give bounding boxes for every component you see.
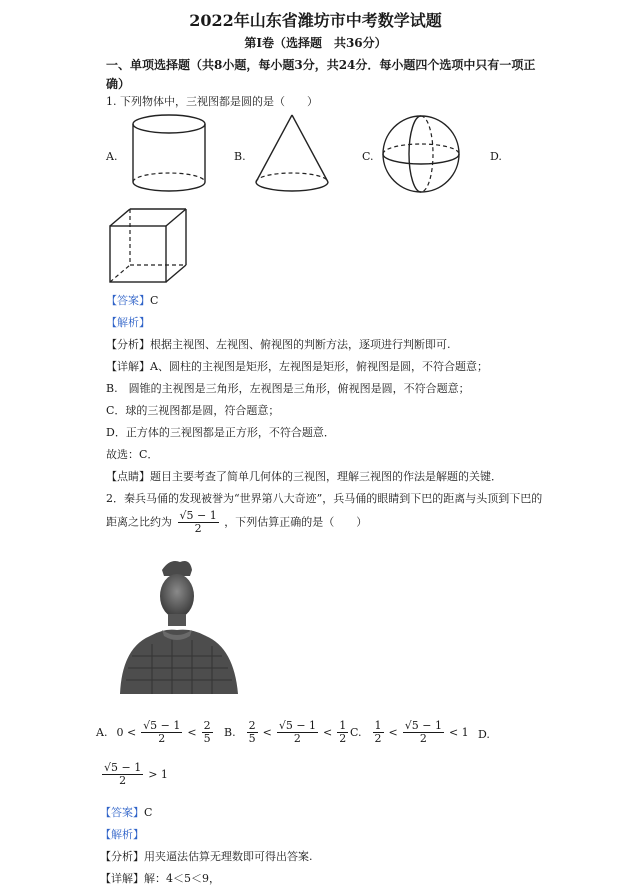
denominator: 2 [374, 732, 382, 746]
rhs: > 1 [148, 768, 168, 782]
fraction [247, 720, 258, 745]
q1-option-a-label: A. [106, 150, 118, 163]
lhs: 0 < [116, 726, 137, 740]
denominator: 2 [119, 774, 127, 788]
fraction-denominator: 2 [194, 522, 202, 536]
denominator: 5 [203, 732, 211, 746]
q1-line-b: B. 圆锥的主视图是三角形，左视图是三角形，俯视图是圆，不符合题意； [106, 382, 470, 395]
option-label: C. [350, 726, 362, 740]
q1-answer-row [106, 292, 158, 308]
question-2-stem-line2 [106, 510, 367, 535]
line-text: 用夹逼法估算无理数即可得出答案. [144, 850, 313, 863]
line-tag: 【点睛】 [106, 470, 150, 483]
stem-pre: 距离之比约为 [106, 515, 172, 529]
q1-line-remark [106, 468, 502, 484]
question-2-stem-line1: 2．秦兵马俑的发现被誉为“世界第八大奇迹”，兵马俑的眼睛到下巴的距离与头顶到下巴的 [106, 492, 543, 505]
fraction [277, 720, 318, 745]
fraction [337, 720, 348, 745]
stem-post: ，下列估算正确的是（ ） [224, 515, 368, 529]
sphere-icon [376, 112, 466, 197]
q2-option-c [350, 720, 469, 745]
section-heading: 一、单项选择题（共8小题，每小题3分，共24分．每小题四个选项中只有一项正确） [106, 58, 536, 91]
numerator: 1 [339, 719, 347, 732]
fraction [202, 720, 213, 745]
denominator: 2 [339, 732, 347, 746]
cone-icon [250, 112, 335, 197]
fraction [141, 720, 182, 745]
q2-detail-line [100, 870, 220, 886]
denominator: 2 [293, 732, 301, 746]
rhs: < 1 [448, 726, 469, 740]
q1-line-d: D．正方体的三视图都是正方形，不符合题意． [106, 426, 335, 439]
line-text: A、圆柱的主视图是矩形，左视图是矩形，俯视图是圆，不符合题意； [150, 360, 488, 373]
line-text: 题目主要考查了简单几何体的三视图，理解三视图的作法是解题的关键． [150, 470, 502, 483]
numerator: √5 − 1 [104, 761, 142, 774]
line-tag: 【分析】 [100, 850, 144, 863]
ratio-fraction [178, 510, 219, 535]
denominator: 2 [158, 732, 166, 746]
numerator: 1 [374, 719, 382, 732]
numerator: √5 − 1 [404, 719, 442, 732]
q1-line-analysis [106, 336, 451, 352]
q1-line-choice: 故选：C． [106, 448, 159, 461]
q1-option-b-label: B. [234, 150, 246, 163]
q1-option-d-label: D. [490, 150, 502, 163]
q1-analysis-tag: 【解析】 [106, 316, 150, 329]
terracotta-warrior-photo [112, 556, 242, 694]
q1-line-detail [106, 358, 488, 374]
answer-tag: 【答案】 [100, 806, 144, 819]
operator: < [187, 726, 197, 740]
denominator: 2 [419, 732, 427, 746]
line-text: 根据主视图、左视图、俯视图的判断方法，逐项进行判断即可. [150, 338, 451, 351]
denominator: 5 [248, 732, 256, 746]
operator: < [323, 726, 333, 740]
operator: < [388, 726, 398, 740]
q2-option-d-label: D. [478, 728, 490, 741]
line-tag: 【分析】 [106, 338, 150, 351]
option-label: A. [96, 726, 108, 740]
answer-tag: 【答案】 [106, 294, 150, 307]
q2-option-a [96, 720, 215, 745]
fraction [403, 720, 444, 745]
fraction [373, 720, 384, 745]
page-title: 2022年山东省潍坊市中考数学试题 [189, 11, 442, 30]
q1-answer-value: C [150, 294, 159, 307]
line-tag: 【详解】 [106, 360, 150, 373]
line-tag: 【详解】 [100, 872, 144, 885]
option-label: B. [224, 726, 236, 740]
numerator: 2 [203, 719, 211, 732]
q2-analysis-line [100, 848, 313, 864]
fraction-numerator: √5 − 1 [179, 509, 217, 522]
question-1-stem: 1. 下列物体中，三视图都是圆的是（ ） [106, 95, 318, 108]
q1-line-c: C．球的三视图都是圆，符合题意； [106, 404, 280, 417]
cylinder-icon [124, 110, 214, 195]
section-subtitle: 第Ⅰ卷（选择题 共36分） [244, 36, 387, 50]
q1-option-c-label: C. [362, 150, 374, 163]
numerator: 2 [248, 719, 256, 732]
q2-option-d [100, 762, 168, 787]
q2-answer-value: C [144, 806, 153, 819]
numerator: √5 − 1 [143, 719, 181, 732]
cube-icon [106, 206, 191, 286]
q2-analysis-tag: 【解析】 [100, 828, 144, 841]
q2-option-b [224, 720, 350, 745]
operator: < [262, 726, 272, 740]
line-text: 解：4＜5＜9， [144, 872, 220, 885]
fraction [102, 762, 143, 787]
numerator: √5 − 1 [278, 719, 317, 732]
q2-answer-row [100, 804, 152, 820]
